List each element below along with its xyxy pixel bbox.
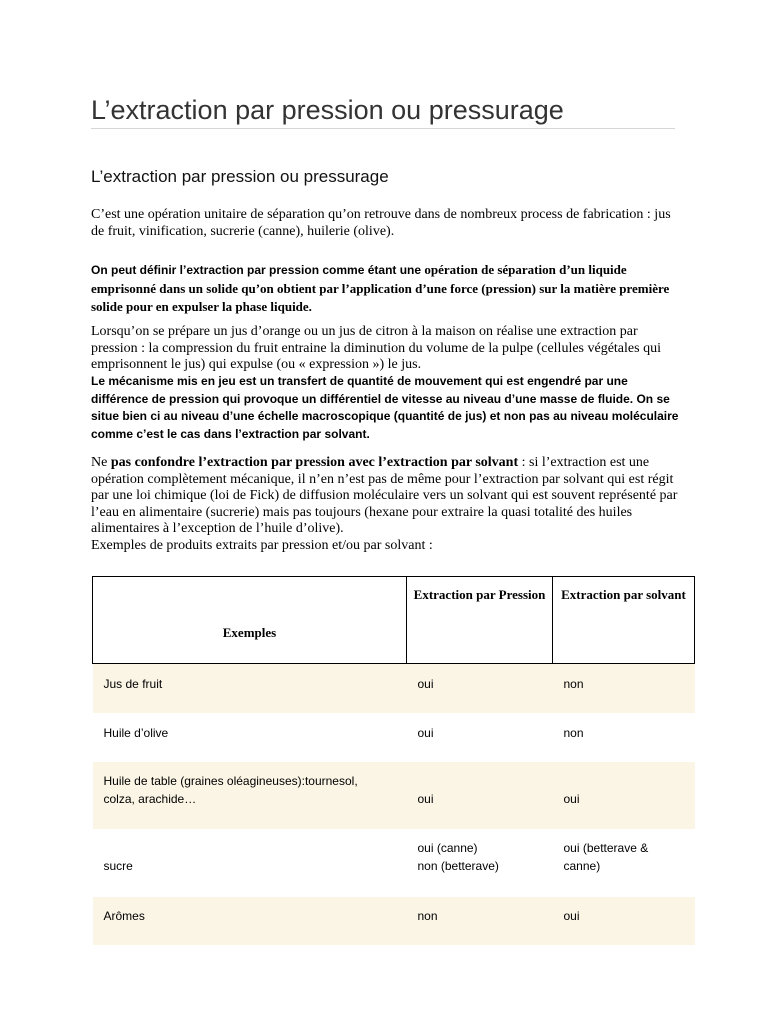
intro-paragraph: C’est une opération unitaire de séparation qu’on retrouve dans de nombreux process de fabrication : jus de fruit, vinification, sucrerie (canne), huilerie (olive). — [91, 207, 671, 239]
table-row — [93, 713, 695, 762]
header-pression: Extraction par Pression — [407, 577, 553, 664]
table-row — [93, 762, 695, 829]
table-row — [93, 664, 695, 713]
comparison-bold: pas confondre l’extraction par pression avec l’extraction par solvant — [110, 455, 519, 470]
definition-bold: opération de séparation d’un liquide emprisonné dans un solide qu’on obtient par l’application d’une force (pression) sur la matière première solide pour en expulser la phase liquide. — [91, 262, 670, 314]
cell-pression-line: non (betterave) — [417, 858, 499, 873]
cell-pression: oui — [407, 664, 553, 713]
section-heading: L’extraction par pression ou pressurage — [91, 167, 389, 186]
examples-table — [92, 576, 695, 945]
cell-pression-line: oui (canne) — [417, 840, 478, 855]
cell-pression: oui — [407, 762, 553, 829]
header-exemples: Exemples — [93, 577, 407, 664]
definition-intro: On peut définir l’extraction par pression comme étant une — [91, 263, 425, 277]
cell-pression: non — [407, 897, 553, 945]
mechanism-paragraph: Le mécanisme mis en jeu est un transfert de quantité de mouvement qui est engendré par une différence de pression qui provoque un différentiel de vitesse au niveau d’une masse de fluide. On se situe bien ci au niveau d’une échelle macroscopique (quantité de jus) et non pas au niveau moléculaire comme c’est le cas dans l’extraction par solvant. — [91, 374, 679, 441]
cell-solvant: non — [553, 713, 695, 762]
comparison-rest: : si l’extraction est une opération complètement mécanique, il n’en n’est pas de même pour l’extraction par solvant qui est régit par une loi chimique (loi de Fick) de diffusion moléculaire vers un solvant qui est souvent représenté par l’eau en alimentaire (sucrerie) mais pas toujours (hexane pour extraire la quasi totalité des huiles alimentaires à l’exception de l’huile d’olive). — [91, 455, 678, 536]
cell-pression: oui — [407, 713, 553, 762]
cell-example: Huile de table (graines oléagineuses):tournesol, colza, arachide… — [93, 762, 407, 829]
comparison-paragraph — [91, 455, 681, 554]
definition-paragraph — [91, 261, 681, 317]
cell-solvant: oui — [553, 762, 695, 829]
cell-solvant: non — [553, 664, 695, 713]
cell-pression — [407, 829, 553, 897]
cell-solvant: oui (betterave & canne) — [553, 829, 695, 897]
examples-intro: Exemples de produits extraits par pression et/ou par solvant : — [91, 537, 433, 553]
header-solvant: Extraction par solvant — [553, 577, 695, 664]
table-row — [93, 829, 695, 897]
cell-example: Huile d’olive — [93, 713, 407, 762]
cell-solvant: oui — [553, 897, 695, 945]
cell-example: Jus de fruit — [93, 664, 407, 713]
cell-example: sucre — [93, 829, 407, 897]
example-paragraph: Lorsqu’on se prépare un jus d’orange ou un jus de citron à la maison on réalise une extraction par pression : la compression du fruit entraine la diminution du volume de la pulpe (cellules végétales qui emprisonnent le jus) qui expulse (ou « expression ») le jus. — [91, 324, 661, 372]
page-title: L’extraction par pression ou pressurage — [91, 92, 675, 129]
table-header-row — [93, 577, 695, 664]
cell-example: Arômes — [93, 897, 407, 945]
comparison-start: Ne — [91, 455, 111, 470]
table-row — [93, 897, 695, 945]
